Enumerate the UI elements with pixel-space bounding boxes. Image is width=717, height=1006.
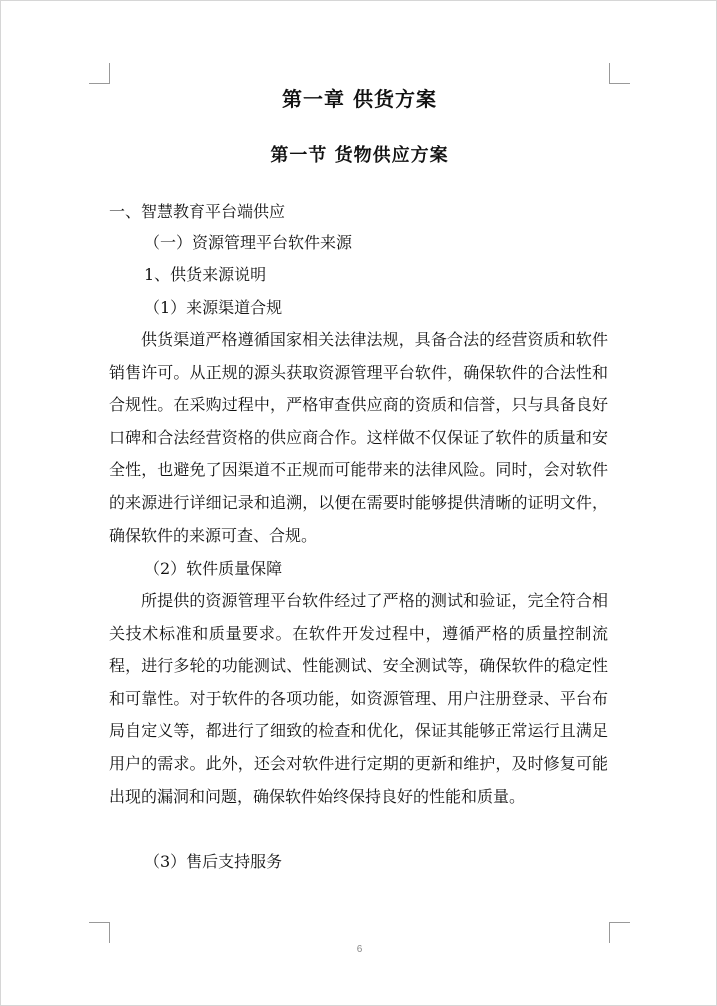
heading-quality-assurance: （2）软件质量保障 xyxy=(144,559,283,578)
crop-mark-bottom-left xyxy=(89,922,110,943)
crop-mark-top-right xyxy=(609,63,630,84)
heading-source-compliance: （1）来源渠道合规 xyxy=(144,298,283,317)
heading-level-1: 一、智慧教育平台端供应 xyxy=(109,202,286,221)
paragraph-quality-assurance: 所提供的资源管理平台软件经过了严格的测试和验证，完全符合相关技术标准和质量要求。在软件开发过程中，遵循严格的质量控制流程，进行多轮的功能测试、性能测试、安全测试等，确保软件的稳定性和可靠性。对于软件的各项功能，如资源管理、用户注册登录、平台布局自定义等，都进行了细致的检查和优化，保证其能够正常运行且满足用户的需求。此外，还会对软件进行定期的更新和维护，及时修复可能出现的漏洞和问题，确保软件始终保持良好的性能和质量。 xyxy=(109,591,608,806)
heading-level-2: （一）资源管理平台软件来源 xyxy=(144,233,353,252)
crop-mark-top-left xyxy=(89,63,110,84)
heading-after-sales-support: （3）售后支持服务 xyxy=(144,852,283,871)
section-title: 第一节 货物供应方案 xyxy=(270,145,449,166)
heading-level-3: 1、供货来源说明 xyxy=(144,265,267,284)
page-number: 6 xyxy=(356,944,363,955)
crop-mark-bottom-right xyxy=(609,922,630,943)
chapter-title: 第一章 供货方案 xyxy=(282,87,437,111)
paragraph-source-compliance: 供货渠道严格遵循国家相关法律法规，具备合法的经营资质和软件销售许可。从正规的源头获取资源管理平台软件，确保软件的合法性和合规性。在采购过程中，严格审查供应商的资质和信誉，只与具备良好口碑和合法经营资格的供应商合作。这样做不仅保证了软件的质量和安全性，也避免了因渠道不正规而可能带来的法律风险。同时，会对软件的来源进行详细记录和追溯，以便在需要时能够提供清晰的证明文件，确保软件的来源可查、合规。 xyxy=(109,330,608,545)
